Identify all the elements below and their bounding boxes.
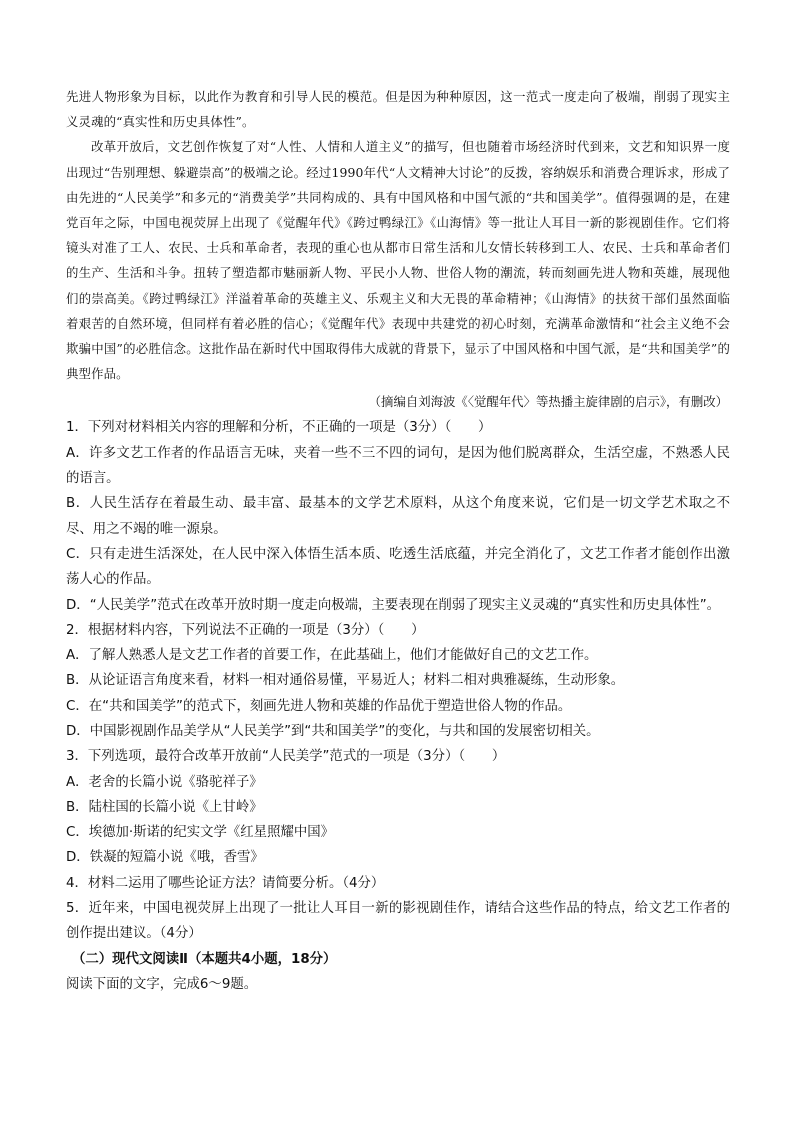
section-heading: （二）现代文阅读Ⅱ（本题共4小题，18分） (72, 951, 337, 967)
question-stem: 1．下列对材料相关内容的理解和分析，不正确的一项是（3分）（ ） (66, 420, 492, 436)
option-d: D．“人民美学”范式在改革开放时期一度走向极端，主要表现在削弱了现实主义灵魂的“真实性和历史具体性”。 (66, 597, 721, 613)
option-b: B．从论证语言角度来看，材料一相对通俗易懂，平易近人；材料二相对典雅凝练，生动形象。 (66, 673, 625, 689)
question-1 (66, 415, 730, 617)
question-2 (66, 618, 730, 744)
question-list (66, 415, 730, 946)
option-b: B．人民生活存在着最生动、最丰富、最基本的文学艺术原料，从这个角度来说，它们是一切文学艺术取之不尽、用之不竭的唯一源泉。 (66, 496, 730, 537)
option-c: C．只有走进生活深处，在人民中深入体悟生活本质、吃透生活底蕴，并完全消化了，文艺工作者才能创作出激荡人心的作品。 (66, 546, 730, 588)
option-a: A．许多文艺工作者的作品语言无味，夹着一些不三不四的词句，是因为他们脱离群众，生活空虚，不熟悉人民的语言。 (66, 445, 730, 487)
question-stem: 4．材料二运用了哪些论证方法？请简要分析。（4分） (66, 875, 385, 891)
question-stem: 2．根据材料内容，下列说法不正确的一项是（3分）（ ） (66, 622, 425, 638)
option-d: D．铁凝的短篇小说《哦，香雪》 (66, 850, 264, 866)
source-citation: （摘编自刘海波《〈觉醒年代〉等热播主旋律剧的启示》，有删改） (368, 394, 728, 410)
option-a: A．了解人熟悉人是文艺工作者的首要工作，在此基础上，他们才能做好自己的文艺工作。 (66, 648, 598, 664)
option-a: A．老舍的长篇小说《骆驼祥子》 (66, 774, 263, 790)
option-d: D．中国影视剧作品美学从“人民美学”到“共和国美学”的变化，与共和国的发展密切相关。 (66, 724, 600, 739)
question-5 (66, 896, 730, 947)
material-paragraph: 改革开放后，文艺创作恢复了对“人性、人情和人道主义”的描写，但也随着市场经济时代到来，文艺和知识界一度出现过“告别理想、躲避崇高”的极端之论。经过1990年代“人文精神大讨论”的反拨，容纳娱乐和消费合理诉求，形成了由先进的“人民美学”和多元的“消费美学”共同构成的、具有中国风格和中国气派的“共和国美学”。值得强调的是，在建党百年之际，中国电视荧屏上出现了《觉醒年代》《跨过鸭绿江》《山海情》等一批让人耳目一新的影视剧佳作。它们将镜头对准了工人、农民、士兵和革命者，表现的重心也从都市日常生活和儿女情长转移到工人、农民、士兵和革命者们的生产、生活和斗争。扭转了塑造都市魅丽新人物、平民小人物、世俗人物的潮流，转而刻画先进人物和英雄，展现他们的崇高美。《跨过鸭绿江》洋溢着革命的英雄主义、乐观主义和大无畏的革命精神；《山海情》的扶贫干部们虽然面临着艰苦的自然环境，但同样有着必胜的信心；《觉醒年代》表现中共建党的初心时刻，充满革命激情和“社会主义绝不会欺骗中国”的必胜信念。这批作品在新时代中国取得伟大成就的背景下，显示了中国风格和中国气派，是“共和国美学”的典型作品。 (66, 139, 730, 382)
section-instruction: 阅读下面的文字，完成6～9题。 (66, 976, 258, 992)
question-3 (66, 744, 730, 870)
option-c: C．在“共和国美学”的范式下，刻画先进人物和英雄的作品优于塑造世俗人物的作品。 (66, 698, 572, 714)
question-4 (66, 871, 730, 896)
question-stem: 5．近年来，中国电视荧屏上出现了一批让人耳目一新的影视剧佳作，请结合这些作品的特点，给文艺工作者的创作提出建议。（4分） (66, 901, 730, 942)
option-c: C．埃德加·斯诺的纪实文学《红星照耀中国》 (66, 825, 335, 841)
question-stem: 3．下列选项，最符合改革开放前“人民美学”范式的一项是（3分）（ ） (66, 749, 506, 765)
reading-material (66, 84, 730, 386)
option-b: B．陆柱国的长篇小说《上甘岭》 (66, 799, 263, 815)
exam-page (66, 84, 730, 997)
material-paragraph: 先进人物形象为目标，以此作为教育和引导人民的模范。但是因为种种原因，这一范式一度走向了极端，削弱了现实主义灵魂的“真实性和历史具体性”。 (66, 89, 730, 130)
